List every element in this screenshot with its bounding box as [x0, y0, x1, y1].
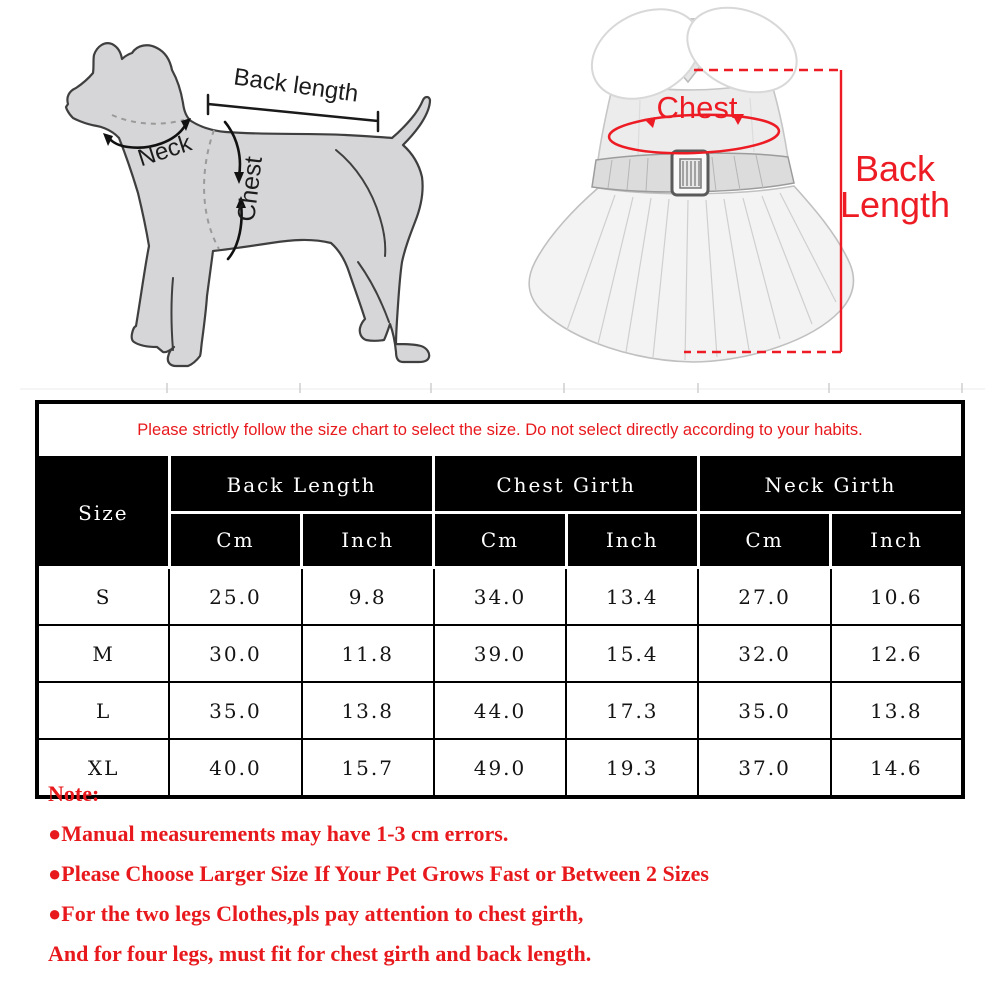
- value-cell: 37.0: [698, 739, 830, 797]
- size-cell: L: [37, 682, 169, 739]
- size-cell: XL: [37, 739, 169, 797]
- notice-row: [37, 402, 963, 458]
- note-line: ●For the two legs Clothes,pls pay attention to chest girth,: [48, 901, 584, 926]
- table-group-header-row: [37, 458, 963, 513]
- value-cell: 14.6: [831, 739, 963, 797]
- garment-back-length-label-line1: Back: [854, 148, 936, 189]
- size-cell: M: [37, 625, 169, 682]
- col-header-size: Size: [37, 458, 169, 568]
- dog-chest-label: Chest: [232, 154, 268, 224]
- value-cell: 40.0: [169, 739, 301, 797]
- col-group-back-length: Back Length: [169, 458, 434, 513]
- value-cell: 12.6: [831, 625, 963, 682]
- col-header-unit-inch: Inch: [831, 513, 963, 568]
- value-cell: 27.0: [698, 568, 830, 626]
- ghost-gridline: [20, 383, 985, 393]
- value-cell: 17.3: [566, 682, 698, 739]
- garment-chest-label: Chest: [656, 90, 738, 125]
- value-cell: 13.8: [302, 682, 434, 739]
- value-cell: 32.0: [698, 625, 830, 682]
- measurement-diagram: [0, 0, 1000, 398]
- value-cell: 30.0: [169, 625, 301, 682]
- table-row-size-m: [37, 625, 963, 682]
- value-cell: 15.4: [566, 625, 698, 682]
- value-cell: 34.0: [434, 568, 566, 626]
- dog-neck-label: Neck: [134, 129, 195, 173]
- value-cell: 39.0: [434, 625, 566, 682]
- table-unit-header-row: [37, 513, 963, 568]
- value-cell: 25.0: [169, 568, 301, 626]
- value-cell: 11.8: [302, 625, 434, 682]
- value-cell: 44.0: [434, 682, 566, 739]
- notes-section: [48, 782, 968, 982]
- garment-illustration: [529, 0, 950, 362]
- value-cell: 13.8: [831, 682, 963, 739]
- value-cell: 19.3: [566, 739, 698, 797]
- value-cell: 35.0: [698, 682, 830, 739]
- value-cell: 15.7: [302, 739, 434, 797]
- col-header-unit-cm: Cm: [169, 513, 301, 568]
- note-line: ●Manual measurements may have 1-3 cm errors.: [48, 821, 509, 846]
- size-chart-table: [35, 400, 965, 799]
- col-header-unit-cm: Cm: [698, 513, 830, 568]
- value-cell: 49.0: [434, 739, 566, 797]
- garment-back-length-label-line2: Length: [839, 184, 951, 225]
- value-cell: 35.0: [169, 682, 301, 739]
- size-chart-notice: Please strictly follow the size chart to select the size. Do not select directly according to your habits.: [37, 402, 963, 458]
- note-line: And for four legs, must fit for chest girth and back length.: [48, 941, 592, 966]
- size-cell: S: [37, 568, 169, 626]
- col-header-unit-inch: Inch: [566, 513, 698, 568]
- col-group-neck-girth: Neck Girth: [698, 458, 963, 513]
- col-header-unit-inch: Inch: [302, 513, 434, 568]
- table-row-size-s: [37, 568, 963, 626]
- dress-skirt: [529, 186, 853, 362]
- notes-title: Note:: [48, 781, 100, 806]
- value-cell: 10.6: [831, 568, 963, 626]
- dog-back-length-label: Back length: [232, 63, 361, 108]
- col-group-chest-girth: Chest Girth: [434, 458, 699, 513]
- value-cell: 13.4: [566, 568, 698, 626]
- value-cell: 9.8: [302, 568, 434, 626]
- dog-illustration: [66, 43, 430, 366]
- col-header-unit-cm: Cm: [434, 513, 566, 568]
- note-line: ●Please Choose Larger Size If Your Pet Grows Fast or Between 2 Sizes: [48, 861, 709, 886]
- table-row-size-l: [37, 682, 963, 739]
